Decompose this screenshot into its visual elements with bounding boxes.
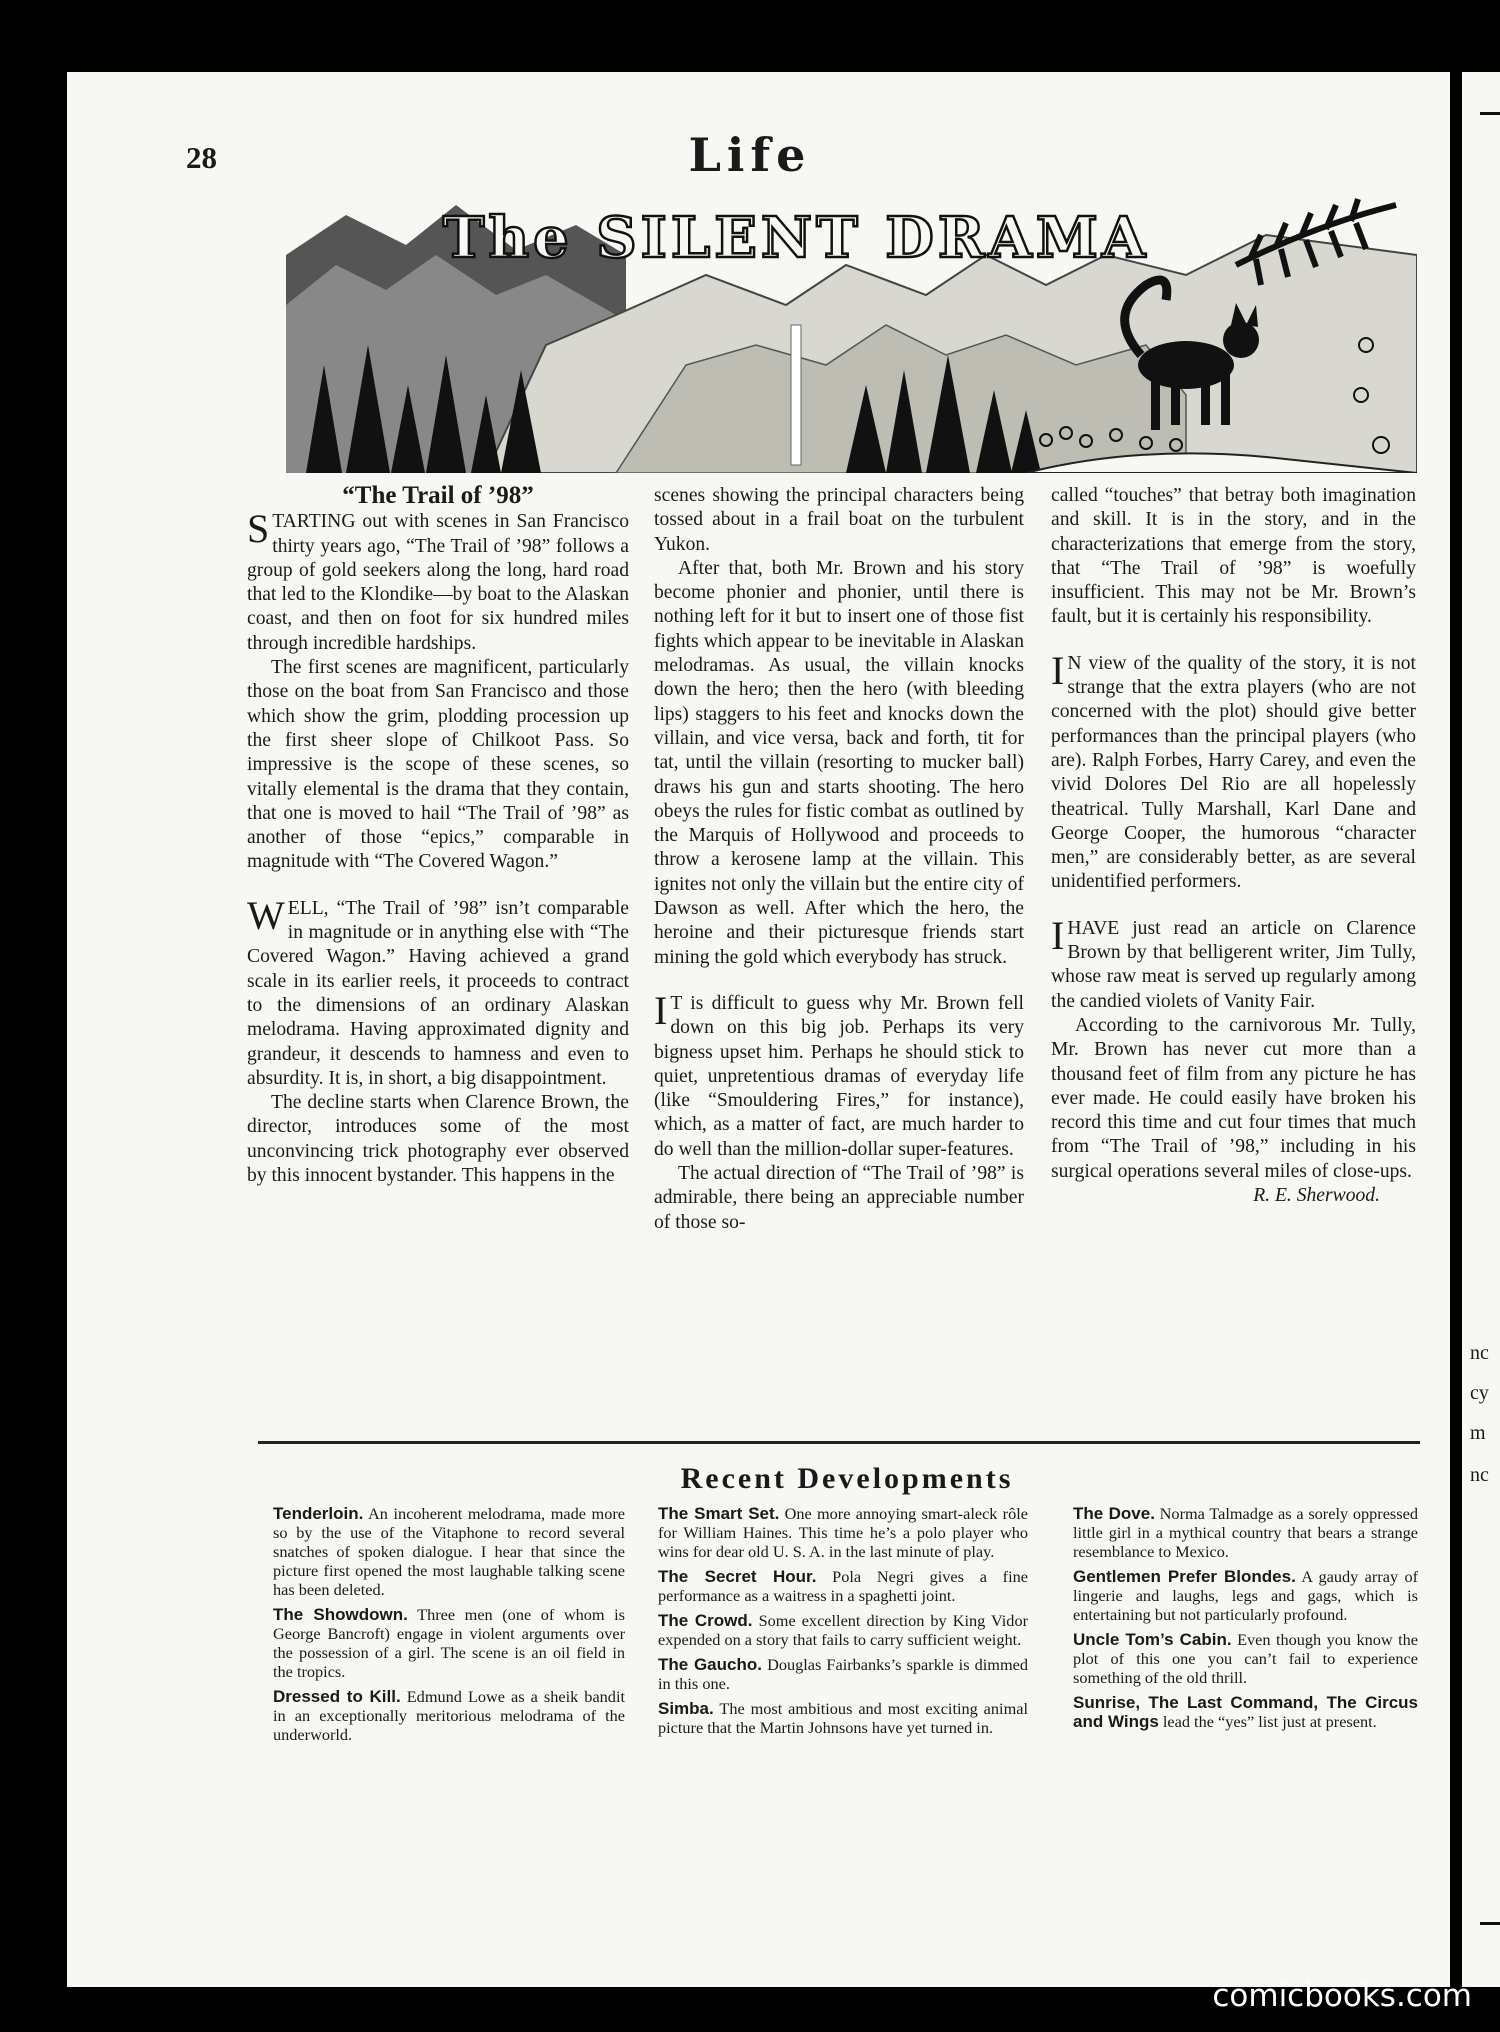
dropcap: S xyxy=(247,506,270,552)
film-title: The Gaucho. xyxy=(658,1655,762,1674)
edge-fragment: m xyxy=(1470,1422,1486,1444)
paragraph: The first scenes are magnificent, particularly those on the boat from San Francisco and those which show the grim, plodding procession up the first sheer slope of Chilkoot Pass. So impressive is the scope of these scenes, so vitally elemental is the drama that they contain, that one is moved to hail “The Trail of ’98” as another of those “epics,” comparable in magnitude with “The Covered Wagon.” xyxy=(247,657,629,873)
film-listing: The Gaucho. Douglas Fairbanks’s sparkle is dimmed in this one. xyxy=(658,1655,1028,1693)
recent-column-1 xyxy=(273,1504,625,1750)
film-title: The Secret Hour. xyxy=(658,1567,817,1586)
paragraph: called “touches” that betray both imagination and skill. It is in the story, and in the characterizations that emerge from the story, that “The Trail of ’98” is woefully insufficient. This may not be Mr. Brown’s fault, but it is certainly his responsibility. xyxy=(1051,485,1416,628)
paragraph: The decline starts when Clarence Brown, the director, introduces some of the most unconvincing trick photography ever observed by this innocent bystander. This happens in the xyxy=(247,1092,629,1187)
paragraph: According to the carnivorous Mr. Tully, Mr. Brown has never cut more than a thousand feet of film from any picture he has ever made. He could easily have broken his record this time and cut four times that much from “The Trail of ’98,” including in his surgical operations several miles of close-ups. xyxy=(1051,1014,1416,1182)
banner-title: The SILENT DRAMA xyxy=(442,205,1150,271)
film-listing: Tenderloin. An incoherent melodrama, made more so by the use of the Vitaphone to record several snatches of spoken dialogue. I hear that since the picture first opened the most laughable talking scene has been deleted. xyxy=(273,1504,626,1599)
paragraph: I N view of the quality of the story, it is not strange that the extra players (who are not concerned with the plot) should give better performances than the principal players (who are). Ralph Forbes, Harry Carey, and even the vivid Dolores Del Rio are all hopelessly theatrical. Tully Marshall, Karl Dane and George Cooper, the humorous “character men,” are considerably better, as are several unidentified performers. xyxy=(1051,647,1416,893)
film-title: The Showdown. xyxy=(273,1605,408,1624)
dropcap: W xyxy=(247,892,285,938)
film-title: Simba. xyxy=(658,1699,714,1718)
film-listing: The Showdown. Three men (one of whom is George Bancroft) engage in violent arguments over the possession of a girl. The scene is an oil field in the tropics. xyxy=(273,1605,625,1681)
edge-fragment: nc xyxy=(1470,1342,1489,1364)
film-title: Sunrise, The Last Command, The Circus and Wings xyxy=(1073,1693,1418,1731)
edge-fragment: nc xyxy=(1470,1464,1489,1486)
film-title: Gentlemen Prefer Blondes. xyxy=(1073,1567,1296,1586)
film-listing: The Dove. Norma Talmadge as a sorely oppressed little girl in a mythical country that bears a strange resemblance to Mexico. xyxy=(1073,1504,1418,1561)
dropcap: I xyxy=(1051,912,1065,958)
film-title: Uncle Tom’s Cabin. xyxy=(1073,1630,1232,1649)
recent-developments-title: Recent Developments xyxy=(680,1462,1014,1495)
edge-rule xyxy=(1480,1922,1500,1925)
film-listing: The Smart Set. One more annoying smart-aleck rôle for William Haines. This time he’s a polo player who wins for dear old U. S. A. in the last minute of play. xyxy=(658,1504,1028,1561)
magazine-title: Life xyxy=(688,128,812,182)
paragraph: After that, both Mr. Brown and his story become phonier and phonier, until there is nothing left for it but to insert one of those fist fights which appear to be inevitable in Alaskan melodramas. As usual, the villain knocks down the hero; then the hero (with bleeding lips) staggers to his feet and knocks down the villain, and vice versa, back and forth, tit for tat, until the villain (resorting to mucker ball) draws his gun and starts shooting. The hero obeys the rules for fistic combat as outlined by the Marquis of Hollywood and proceeds to throw a kerosene lamp at the villain. This ignites not only the villain but the entire city of Dawson as well. After which the hero, the heroine and their picturesque friends start mining the gold which everybody has struck. xyxy=(654,557,1024,968)
review-column-2 xyxy=(654,484,1024,1235)
film-title: The Crowd. xyxy=(658,1611,753,1630)
page-number: 28 xyxy=(186,140,217,175)
paragraph: scenes showing the principal characters being tossed about in a frail boat on the turbulent Yukon. xyxy=(654,485,1024,555)
film-listing: Dressed to Kill. Edmund Lowe as a sheik bandit in an exceptionally meritorious melodrama of the underworld. xyxy=(273,1687,625,1744)
film-title: Tenderloin. xyxy=(273,1504,364,1523)
section-divider xyxy=(258,1441,1420,1444)
recent-column-3 xyxy=(1073,1504,1418,1737)
review-title: “The Trail of ’98” xyxy=(342,482,534,509)
site-watermark: comicbooks.com xyxy=(1212,1978,1472,2014)
film-listing: Simba. The most ambitious and most exciting animal picture that the Martin Johnsons have yet turned in. xyxy=(658,1699,1028,1737)
film-title: The Dove. xyxy=(1073,1504,1155,1523)
edge-fragment: cy xyxy=(1470,1382,1489,1404)
film-listing: Gentlemen Prefer Blondes. A gaudy array of lingerie and laughs, legs and gags, which is entertaining but not particularly profound. xyxy=(1073,1567,1419,1624)
paragraph: The actual direction of “The Trail of ’98” is admirable, there being an appreciable number of those so- xyxy=(654,1163,1024,1233)
dropcap: I xyxy=(1051,647,1065,693)
review-column-1 xyxy=(247,484,629,1188)
paragraph: STARTING out with scenes in San Francisco thirty years ago, “The Trail of ’98” follows a group of gold seekers along the long, hard road that led to the Klondike—by boat to the Alaskan coast, and then on foot for six hundred miles through incredible hardships. xyxy=(247,506,629,654)
film-title: Dressed to Kill. xyxy=(273,1687,401,1706)
film-listing: The Secret Hour. Pola Negri gives a fine performance as a waitress in a spaghetti joint. xyxy=(658,1567,1028,1605)
paragraph: I T is difficult to guess why Mr. Brown fell down on this big job. Perhaps its very bigness upset him. Perhaps he should stick to quiet, unpretentious dramas of everyday life (like “Smouldering Fires,” for instance), which, as a matter of fact, are much harder to do well than the million-dollar super-features. xyxy=(654,987,1024,1160)
film-listing: Uncle Tom’s Cabin. Even though you know the plot of this one you can’t fail to experience something of the old thrill. xyxy=(1073,1630,1419,1687)
film-listing: The Crowd. Some excellent direction by King Vidor expended on a story that fails to carry sufficient weight. xyxy=(658,1611,1029,1649)
edge-rule xyxy=(1480,112,1500,115)
paragraph: WELL, “The Trail of ’98” isn’t comparable in magnitude or in anything else with “The Covered Wagon.” Having achieved a grand scale in its earlier reels, it proceeds to contract to the dimensions of an ordinary Alaskan melodrama. Having approximated dignity and grandeur, it descends to hamness and even to absurdity. It is, in short, a big disappointment. xyxy=(247,892,629,1089)
banner-illustration xyxy=(286,195,1417,473)
recent-column-2 xyxy=(658,1504,1028,1743)
film-title: The Smart Set. xyxy=(658,1504,780,1523)
film-listing: Sunrise, The Last Command, The Circus and Wings lead the “yes” list just at present. xyxy=(1073,1693,1418,1731)
review-column-3 xyxy=(1051,484,1416,1208)
paragraph: I HAVE just read an article on Clarence Brown by that belligerent writer, Jim Tully, whose raw meat is served up regularly among the candied violets of Vanity Fair. xyxy=(1051,912,1416,1012)
dropcap: I xyxy=(654,987,668,1033)
author-signature: R. E. Sherwood. xyxy=(1253,1185,1380,1207)
adjacent-page-edge xyxy=(1462,72,1500,1987)
